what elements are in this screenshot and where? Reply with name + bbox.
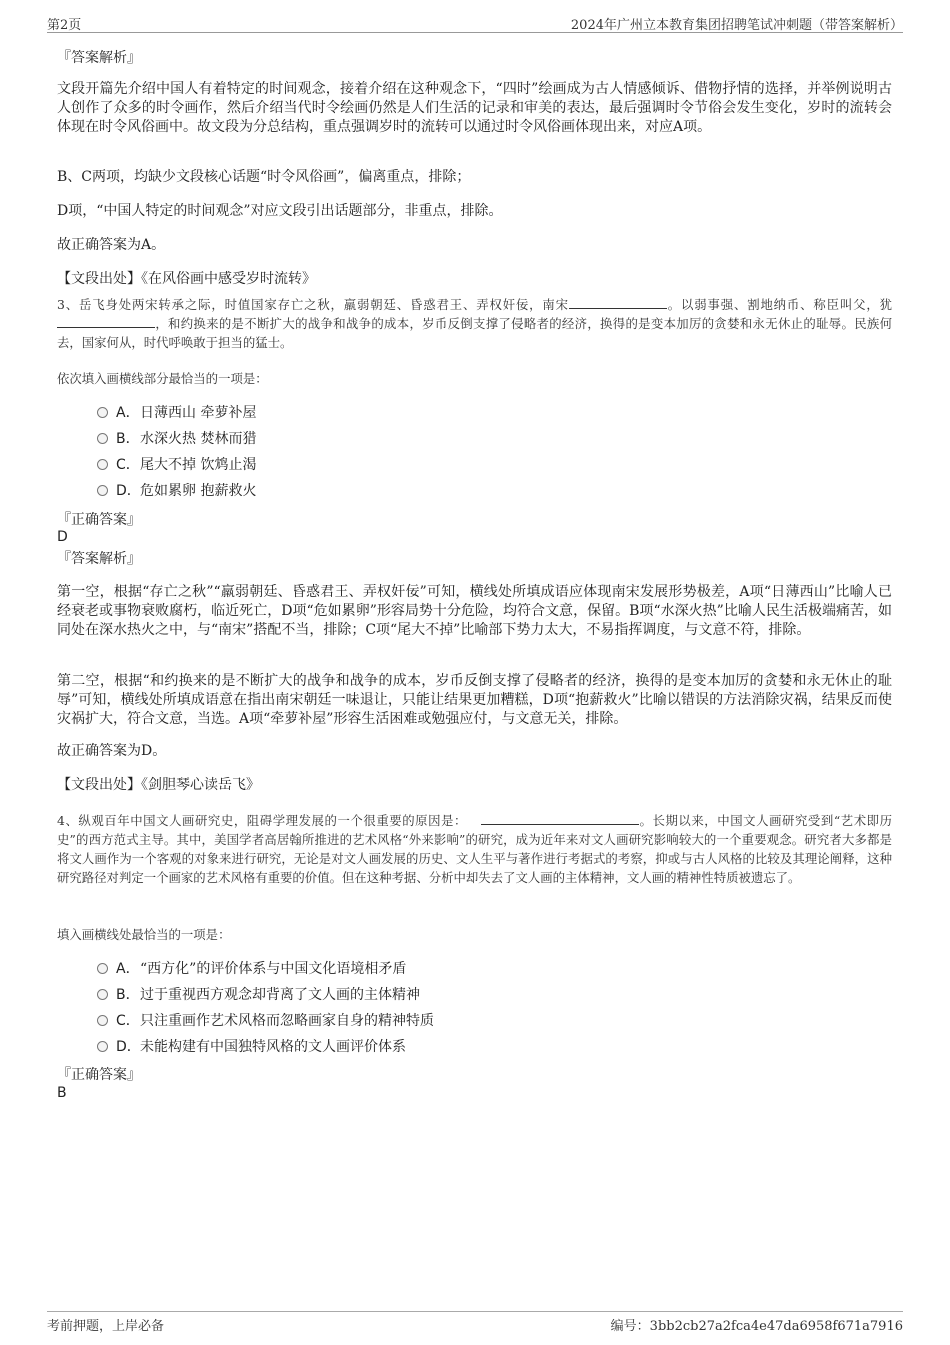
option-letter: D． <box>116 483 141 499</box>
option-b[interactable] <box>97 986 420 1004</box>
radio-icon[interactable] <box>97 407 108 418</box>
analysis-paragraph: 文段开篇先介绍中国人有着特定的时间观念，接着介绍在这种观念下，“四时”绘画成为古人情感倾诉、借物抒情的选择，并举例说明古人创作了众多的时令画作，然后介绍当代时令绘画仍然是人们生活的记录和审美的表达，最后强调时令节俗会发生变化，岁时的流转会体现在时令风俗画中。故文段为分总结构，重点强调岁时的流转可以通过时令风俗画体现出来，对应A项。 <box>57 81 892 135</box>
analysis-paragraph: D项，“中国人特定的时间观念”对应文段引出话题部分，非重点，排除。 <box>57 203 503 219</box>
analysis-paragraph: 第二空，根据“和约换来的是不断扩大的战争和战争的成本，岁币反倒支撑了侵略者的经济，换得的是变本加厉的贪婪和永无休止的耻辱”可知，横线处所填成语意在指出南宋朝廷一味退让，只能让结果更加糟糕，D项“抱薪救火”比喻以错误的方法消除灾祸，结果反而使灾祸扩大，符合文意，当选。A项“牵萝补屋”形容生活困难或勉强应付，与文意无关，排除。 <box>57 673 892 727</box>
source-label: 【文段出处】 <box>57 777 141 793</box>
analysis-paragraph: B、C两项，均缺少文段核心话题“时令风俗画”，偏离重点，排除； <box>57 169 471 185</box>
radio-icon[interactable] <box>97 963 108 974</box>
source-label: 【文段出处】 <box>57 271 141 287</box>
option-letter: C． <box>116 457 140 473</box>
question-text: ，和约换来的是不断扩大的战争和战争的成本，岁币反倒支撑了侵略者的经济，换得的是变本加厉的贪婪和永无休止的耻辱。民族何去，国家何从，时代呼唤敢于担当的猛士。 <box>57 316 892 350</box>
analysis-label: 『答案解析』 <box>57 551 141 567</box>
source-line <box>57 270 892 289</box>
page-footer <box>47 1311 903 1334</box>
option-text: 过于重视西方观念却背离了文人画的主体精神 <box>140 987 420 1003</box>
question-text: 。长期以来，中国文人画研究受到“艺术即历史”的西方范式主导。其中，美国学者高居翰所推进的艺术风格“外来影响”的研究，成为近年来对文人画研究影响较大的一个重要观念。研究者大多都是将文人画作为一个客观的对象来进行研究，无论是对文人画发展的历史、文人生平与著作进行考据式的考察，抑或与古人风格的比较及其理论阐释，这种研究路径对判定一个画家的艺术风格有重要的价值。但在这种考据、分析中却失去了文人画的主体精神，文人画的精神性特质被遗忘了。 <box>57 813 892 885</box>
radio-icon[interactable] <box>97 485 108 496</box>
radio-icon[interactable] <box>97 989 108 1000</box>
option-text: 未能构建有中国独特风格的文人画评价体系 <box>140 1039 406 1055</box>
page-number: 第2页 <box>47 18 82 33</box>
option-text: 尾大不掉 饮鸩止渴 <box>140 457 257 473</box>
analysis-paragraph: 第一空，根据“存亡之秋”“羸弱朝廷、昏惑君王、弄权奸佞”可知，横线处所填成语应体现南宋发展形势极差，A项“日薄西山”比喻人已经衰老或事物衰败腐朽，临近死亡，D项“危如累卵”形容局势十分危险，均符合文意，保留。B项“水深火热”比喻人民生活极端痛苦，如同处在深水热火之中，与“南宋”搭配不当，排除；C项“尾大不掉”比喻部下势力太大，不易指挥调度，与文意不符，排除。 <box>57 584 892 638</box>
option-d[interactable] <box>97 482 256 500</box>
option-letter: D． <box>116 1039 141 1055</box>
question-4-stem <box>57 811 892 887</box>
option-letter: A． <box>116 405 140 421</box>
question-text: 3、岳飞身处两宋转承之际，时值国家存亡之秋，羸弱朝廷、昏惑君王、弄权奸佞，南宋 <box>57 297 569 312</box>
option-letter: B． <box>116 987 140 1003</box>
page-header <box>47 14 903 33</box>
option-d[interactable] <box>97 1038 406 1056</box>
option-letter: C． <box>116 1013 140 1029</box>
option-text: 日薄西山 牵萝补屋 <box>140 405 257 421</box>
option-letter: A． <box>116 961 140 977</box>
option-text: 危如累卵 抱薪救火 <box>140 483 257 499</box>
fill-blank <box>569 296 667 309</box>
option-b[interactable] <box>97 430 256 448</box>
fill-blank <box>57 315 155 328</box>
question-prompt: 依次填入画横线部分最恰当的一项是： <box>57 371 268 386</box>
source-title: 《在风俗画中感受岁时流转》 <box>141 271 316 287</box>
answer-conclusion: 故正确答案为D。 <box>57 743 167 759</box>
option-text: 只注重画作艺术风格而忽略画家自身的精神特质 <box>140 1013 434 1029</box>
correct-answer: B <box>57 1085 67 1101</box>
question-text: 4、纵观百年中国文人画研究史，阻碍学理发展的一个很重要的原因是： <box>57 813 467 828</box>
option-letter: B． <box>116 431 140 447</box>
analysis-label: 『答案解析』 <box>57 50 141 66</box>
document-id: 编号：3bb2cb27a2fca4e47da6958f671a7916 <box>610 1319 903 1334</box>
question-3-stem <box>57 295 892 352</box>
option-c[interactable] <box>97 456 256 474</box>
option-a[interactable] <box>97 404 256 422</box>
footer-slogan: 考前押题，上岸必备 <box>47 1319 165 1334</box>
answer-label: 『正确答案』 <box>57 512 141 528</box>
fill-blank <box>481 812 639 825</box>
question-text: 。以弱事强、割地纳币、称臣叫父，犹 <box>666 297 893 312</box>
option-a[interactable] <box>97 960 406 978</box>
radio-icon[interactable] <box>97 1015 108 1026</box>
source-line <box>57 776 892 795</box>
answer-conclusion: 故正确答案为A。 <box>57 237 166 253</box>
radio-icon[interactable] <box>97 1041 108 1052</box>
source-title: 《剑胆琴心读岳飞》 <box>141 777 260 793</box>
option-text: 水深火热 焚林而猎 <box>140 431 257 447</box>
option-c[interactable] <box>97 1012 434 1030</box>
option-text: “西方化”的评价体系与中国文化语境相矛盾 <box>140 961 407 977</box>
document-title: 2024年广州立本教育集团招聘笔试冲刺题（带答案解析） <box>570 18 903 33</box>
answer-label: 『正确答案』 <box>57 1067 141 1083</box>
question-prompt: 填入画横线处最恰当的一项是： <box>57 927 231 942</box>
correct-answer: D <box>57 529 68 545</box>
radio-icon[interactable] <box>97 433 108 444</box>
radio-icon[interactable] <box>97 459 108 470</box>
